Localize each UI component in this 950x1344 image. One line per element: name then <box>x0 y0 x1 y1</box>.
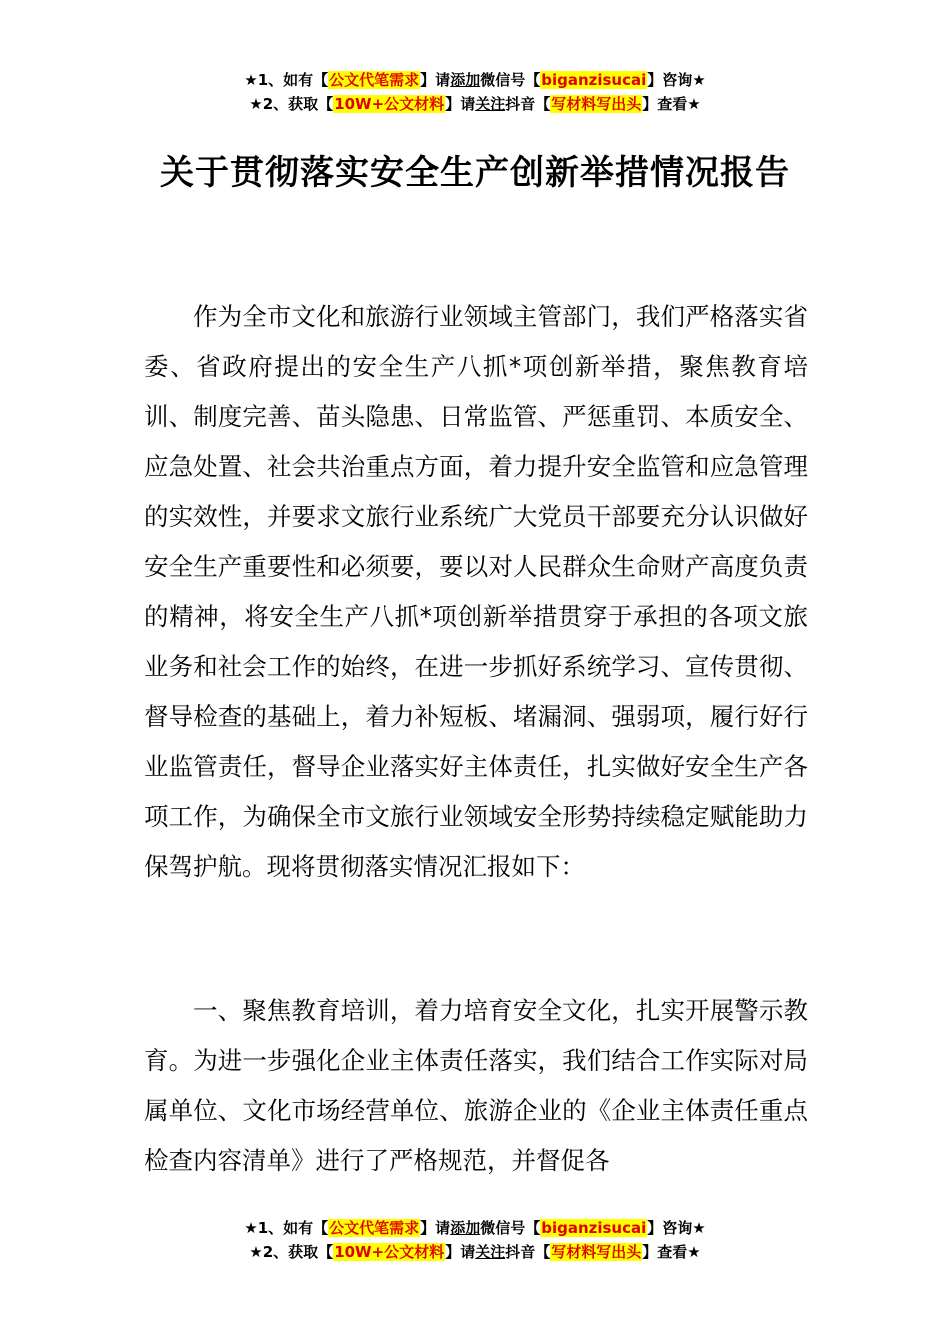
document-body-section-1 <box>144 292 808 892</box>
paragraph-intro: 作为全市文化和旅游行业领域主管部门，我们严格落实省委、省政府提出的安全生产八抓*项创新举措，聚焦教育培训、制度完善、苗头隐患、日常监管、严惩重罚、本质安全、应急处置、社会共治重点方面，着力提升安全监管和应急管理的实效性，并要求文旅行业系统广大党员干部要充分认识做好安全生产重要性和必须要，要以对人民群众生命财产高度负责的精神，将安全生产八抓*项创新举措贯穿于承担的各项文旅业务和社会工作的始终，在进一步抓好系统学习、宣传贯彻、督导检查的基础上，着力补短板、堵漏洞、强弱项，履行好行业监管责任，督导企业落实好主体责任，扎实做好安全生产各项工作，为确保全市文旅行业领域安全形势持续稳定赋能助力保驾护航。现将贯彻落实情况汇报如下： <box>144 302 808 881</box>
promo-text: 】请 <box>445 95 476 113</box>
promo-emphasis: 添加 <box>450 1219 481 1237</box>
promo-line-2 <box>0 1240 950 1264</box>
promo-highlight: 10W+公文材料 <box>334 95 445 113</box>
promo-text: 】咨询★ <box>647 71 706 89</box>
promo-text: ★1、如有【 <box>244 71 329 89</box>
promo-text: ★2、获取【 <box>249 1243 334 1261</box>
promo-douyin-id: 写材料写出头 <box>551 95 642 113</box>
promo-text: 抖音【 <box>505 95 551 113</box>
footer-promo-banner <box>0 1216 950 1264</box>
promo-text: 】查看★ <box>642 1243 701 1261</box>
promo-line-1 <box>0 68 950 92</box>
promo-highlight: 公文代笔需求 <box>329 71 420 89</box>
promo-line-2 <box>0 92 950 116</box>
promo-text: 】请 <box>445 1243 476 1261</box>
promo-text: 】咨询★ <box>647 1219 706 1237</box>
promo-emphasis: 添加 <box>450 71 481 89</box>
promo-text: 微信号【 <box>480 1219 541 1237</box>
promo-text: 】请 <box>420 1219 451 1237</box>
promo-wechat-id: biganzisucai <box>541 71 647 89</box>
promo-douyin-id: 写材料写出头 <box>551 1243 642 1261</box>
promo-emphasis: 关注 <box>475 1243 506 1261</box>
paragraph-section-one: 一、聚焦教育培训，着力培育安全文化，扎实开展警示教育。为进一步强化企业主体责任落实，我们结合工作实际对局属单位、文化市场经营单位、旅游企业的《企业主体责任重点检查内容清单》进行了严格规范，并督促各 <box>144 996 808 1175</box>
promo-text: 】查看★ <box>642 95 701 113</box>
header-promo-banner <box>0 68 950 116</box>
promo-line-1 <box>0 1216 950 1240</box>
document-title: 关于贯彻落实安全生产创新举措情况报告 <box>160 153 790 193</box>
promo-text: 抖音【 <box>505 1243 551 1261</box>
promo-text: ★2、获取【 <box>249 95 334 113</box>
promo-text: 】请 <box>420 71 451 89</box>
promo-highlight: 公文代笔需求 <box>329 1219 420 1237</box>
promo-text: 微信号【 <box>480 71 541 89</box>
promo-text: ★1、如有【 <box>244 1219 329 1237</box>
document-body-section-2 <box>144 986 808 1186</box>
promo-emphasis: 关注 <box>475 95 506 113</box>
promo-highlight: 10W+公文材料 <box>334 1243 445 1261</box>
promo-wechat-id: biganzisucai <box>541 1219 647 1237</box>
